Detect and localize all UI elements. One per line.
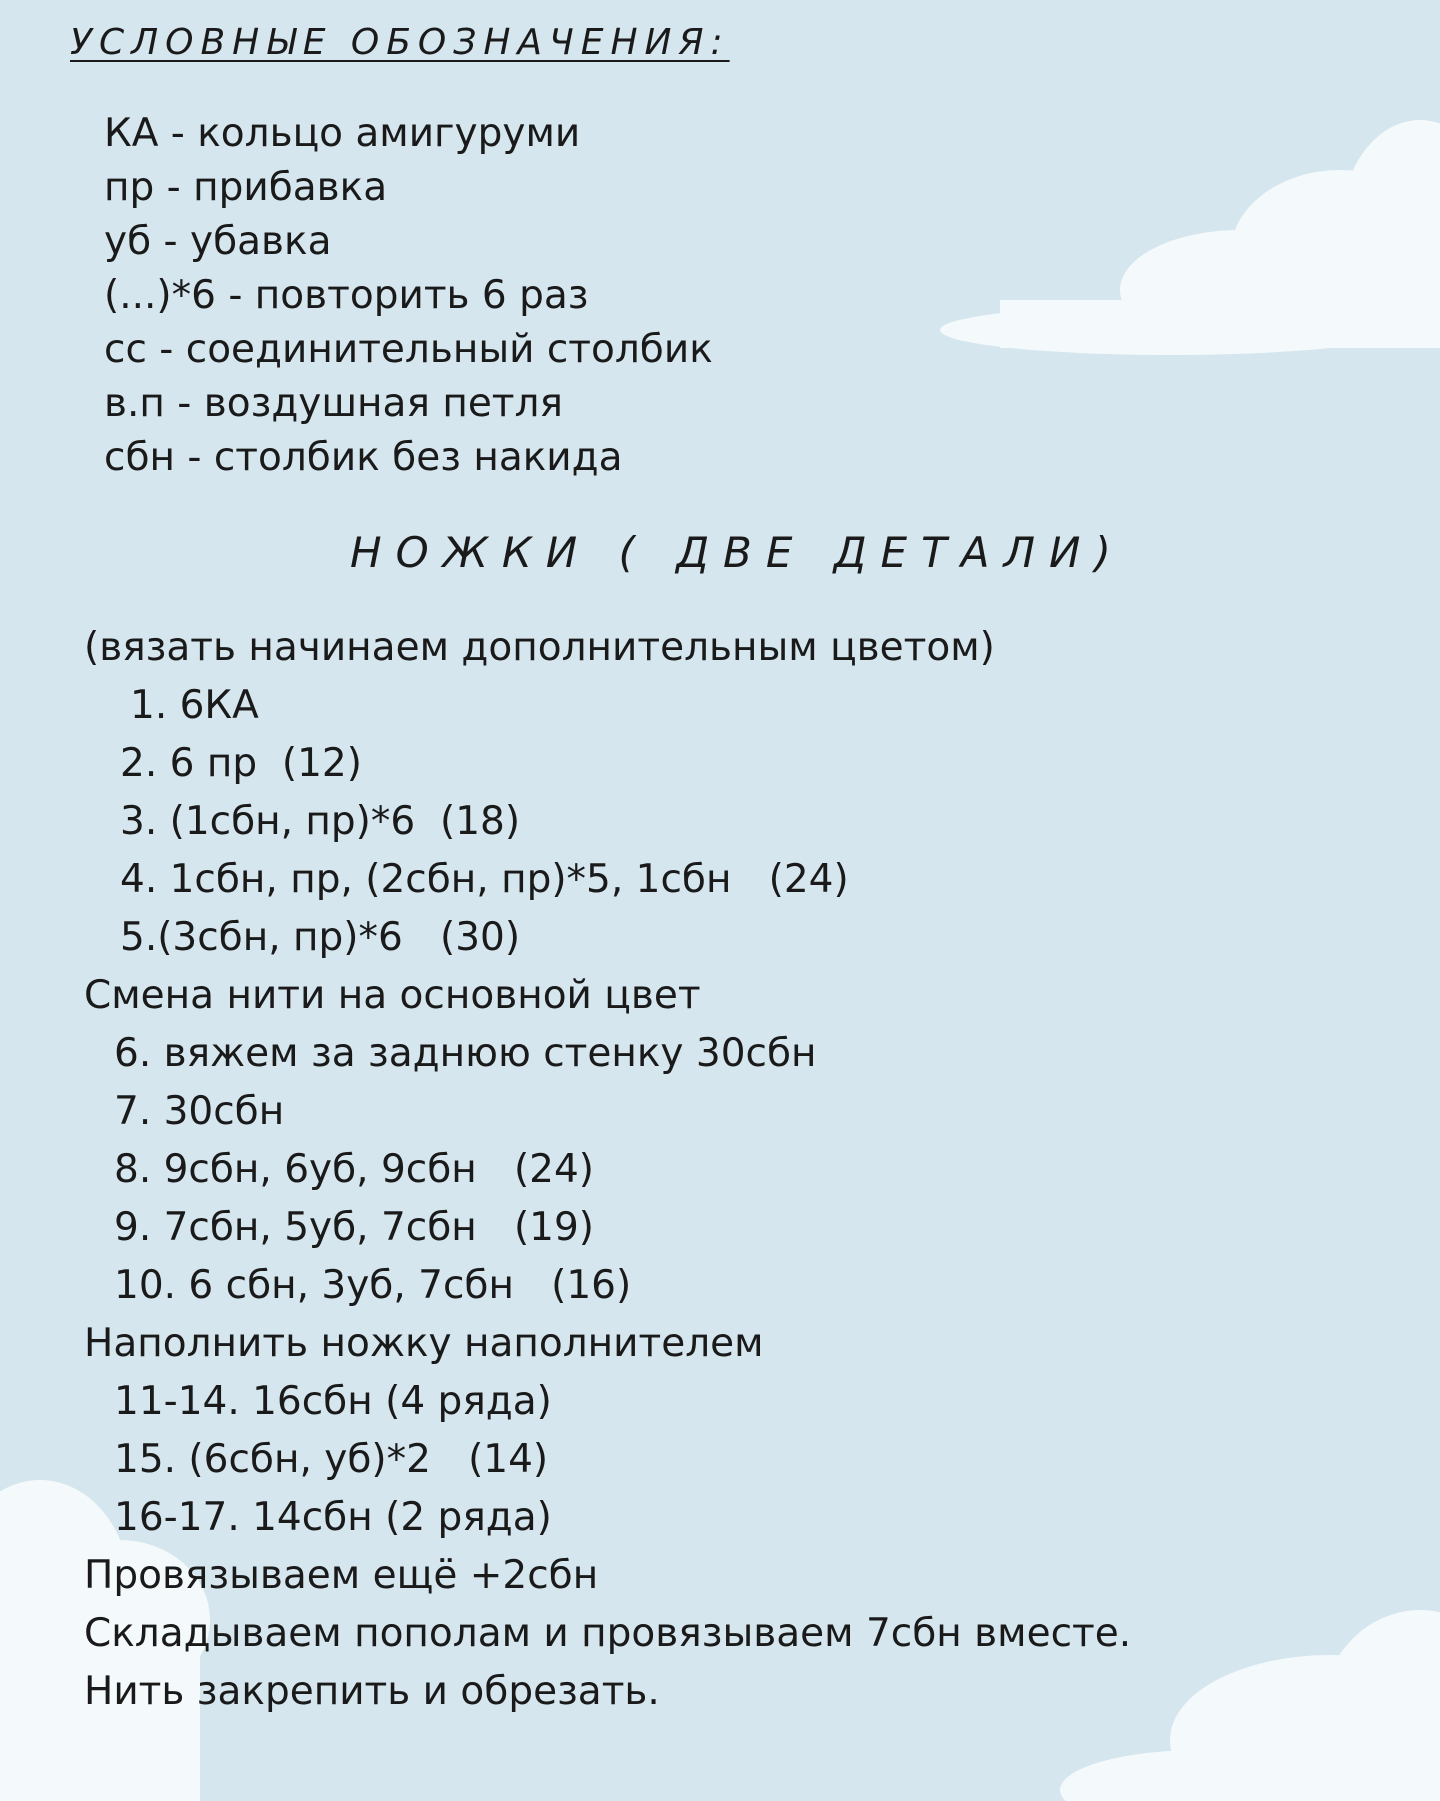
instruction-line: 1. 6КА <box>130 683 259 728</box>
instruction-line: (вязать начинаем дополнительным цветом) <box>84 625 995 670</box>
legend-item: сс - соединительный столбик <box>104 327 713 372</box>
legend-item: КА - кольцо амигуруми <box>104 111 581 156</box>
section-title: НОЖКИ ( ДВЕ ДЕТАЛИ) <box>350 528 1125 577</box>
instruction-line: 10. 6 сбн, 3уб, 7сбн (16) <box>114 1263 632 1308</box>
instruction-line: 7. 30сбн <box>114 1089 285 1134</box>
instruction-line: Смена нити на основной цвет <box>84 973 701 1018</box>
legend-item: уб - убавка <box>104 219 332 264</box>
instruction-line: Провязываем ещё +2сбн <box>84 1553 599 1598</box>
instruction-line: Складываем пополам и провязываем 7сбн вместе. <box>84 1611 1132 1656</box>
instruction-line: 5.(3сбн, пр)*6 (30) <box>120 915 521 960</box>
instruction-line: Нить закрепить и обрезать. <box>84 1669 660 1714</box>
legend-item: сбн - столбик без накида <box>104 435 623 480</box>
instruction-line: 4. 1сбн, пр, (2сбн, пр)*5, 1сбн (24) <box>120 857 849 902</box>
instruction-line: 8. 9сбн, 6уб, 9сбн (24) <box>114 1147 594 1192</box>
instruction-line: 6. вяжем за заднюю стенку 30сбн <box>114 1031 817 1076</box>
instruction-line: 11-14. 16сбн (4 ряда) <box>114 1379 552 1424</box>
instruction-line: 3. (1сбн, пр)*6 (18) <box>120 799 521 844</box>
legend-title: УСЛОВНЫЕ ОБОЗНАЧЕНИЯ: <box>70 22 730 63</box>
instruction-line: 2. 6 пр (12) <box>120 741 362 786</box>
legend-item: (...)*6 - повторить 6 раз <box>104 273 589 318</box>
legend-item: в.п - воздушная петля <box>104 381 563 426</box>
instruction-line: 15. (6сбн, уб)*2 (14) <box>114 1437 549 1482</box>
instruction-line: 9. 7сбн, 5уб, 7сбн (19) <box>114 1205 594 1250</box>
instruction-line: Наполнить ножку наполнителем <box>84 1321 764 1366</box>
legend-item: пр - прибавка <box>104 165 388 210</box>
instruction-line: 16-17. 14сбн (2 ряда) <box>114 1495 552 1540</box>
